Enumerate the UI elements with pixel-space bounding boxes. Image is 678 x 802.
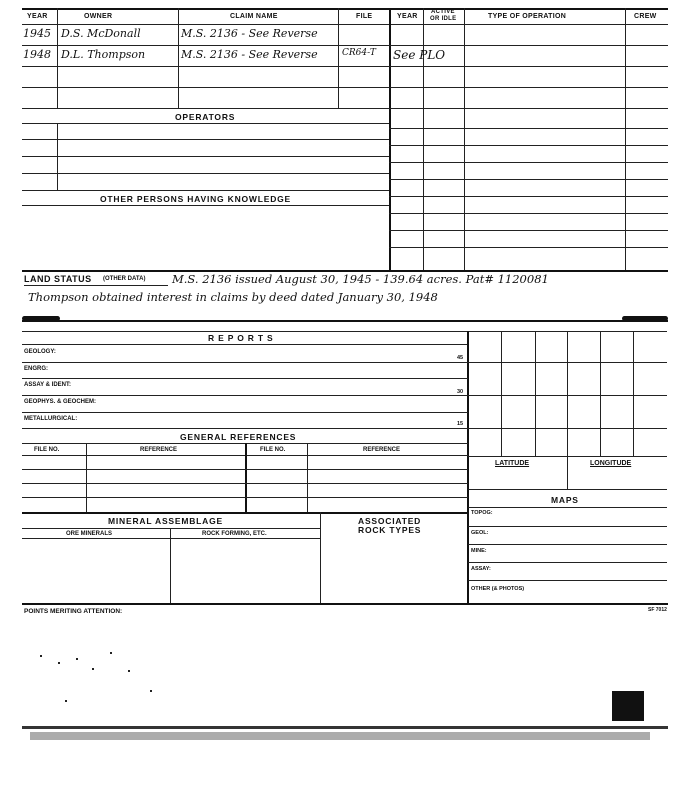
assay-ident-label: ASSAY & IDENT: (24, 382, 72, 388)
col-active-idle: OR IDLE (430, 16, 457, 22)
col-operation: TYPE OF OPERATION (488, 13, 567, 20)
geology-label: GEOLOGY: (24, 349, 56, 355)
ref-file-no-2: FILE NO. (260, 447, 286, 453)
assay-map-label: ASSAY: (471, 566, 491, 572)
col-year-2: YEAR (397, 13, 418, 20)
col-file: FILE (356, 13, 373, 20)
rock-types-label: ROCK TYPES (358, 525, 422, 535)
col-active: ACTIVE (431, 9, 455, 15)
owner-2-claim: M.S. 2136 - See Reverse (181, 48, 318, 61)
operators-title: OPERATORS (175, 112, 236, 122)
owner-2-file: CR64-T (342, 48, 376, 58)
owner-1-year: 1945 (23, 27, 51, 40)
ref-reference-2: REFERENCE (363, 447, 401, 453)
metallurgical-label: METALLURGICAL: (24, 416, 78, 422)
col-claim-name: CLAIM NAME (230, 13, 278, 20)
geophys-label: GEOPHYS. & GEOCHEM: (24, 399, 97, 405)
land-status-line-2: Thompson obtained interest in claims by deed dated January 30, 1948 (28, 290, 438, 304)
land-status-label: LAND STATUS (24, 274, 92, 284)
engrg-label: ENGRG: (24, 366, 48, 372)
operations-note: See PLO (393, 48, 446, 62)
ore-minerals: ORE MINERALS (66, 531, 113, 537)
owner-1-name: D.S. McDonall (61, 27, 141, 40)
associated-label: ASSOCIATED (358, 516, 422, 526)
reports-title: R E P O R T S (208, 333, 274, 343)
scale-30: 30 (457, 389, 464, 395)
maps-title: MAPS (551, 495, 579, 505)
latitude-label: LATITUDE (495, 460, 530, 467)
topog-label: TOPOG: (471, 510, 493, 516)
scale-15: 15 (457, 421, 464, 427)
other-photos-label: OTHER (& PHOTOS) (471, 586, 525, 592)
mine-label: MINE: (471, 548, 487, 554)
ref-reference: REFERENCE (140, 447, 178, 453)
rock-forming: ROCK FORMING, ETC. (202, 531, 267, 537)
land-status-sub: (OTHER DATA) (103, 276, 146, 282)
col-crew: CREW (634, 13, 657, 20)
form-code: SF 7012 (648, 607, 667, 613)
col-year: YEAR (27, 13, 48, 20)
land-status-line-1: M.S. 2136 issued August 30, 1945 - 139.64 acres. Pat# 1120081 (172, 272, 549, 286)
owner-1-claim: M.S. 2136 - See Reverse (181, 27, 318, 40)
longitude-label: LONGITUDE (590, 460, 632, 467)
general-references-title: GENERAL REFERENCES (180, 432, 297, 442)
geol-label: GEOL: (471, 530, 489, 536)
col-owner: OWNER (84, 13, 113, 20)
mineral-title: MINERAL ASSEMBLAGE (108, 516, 223, 526)
owner-2-name: D.L. Thompson (61, 48, 146, 61)
other-persons-title: OTHER PERSONS HAVING KNOWLEDGE (100, 194, 292, 204)
owner-2-year: 1948 (23, 48, 51, 61)
scale-45: 45 (457, 355, 464, 361)
ref-file-no: FILE NO. (34, 447, 60, 453)
points-meriting-attention: POINTS MERITING ATTENTION: (24, 608, 123, 615)
